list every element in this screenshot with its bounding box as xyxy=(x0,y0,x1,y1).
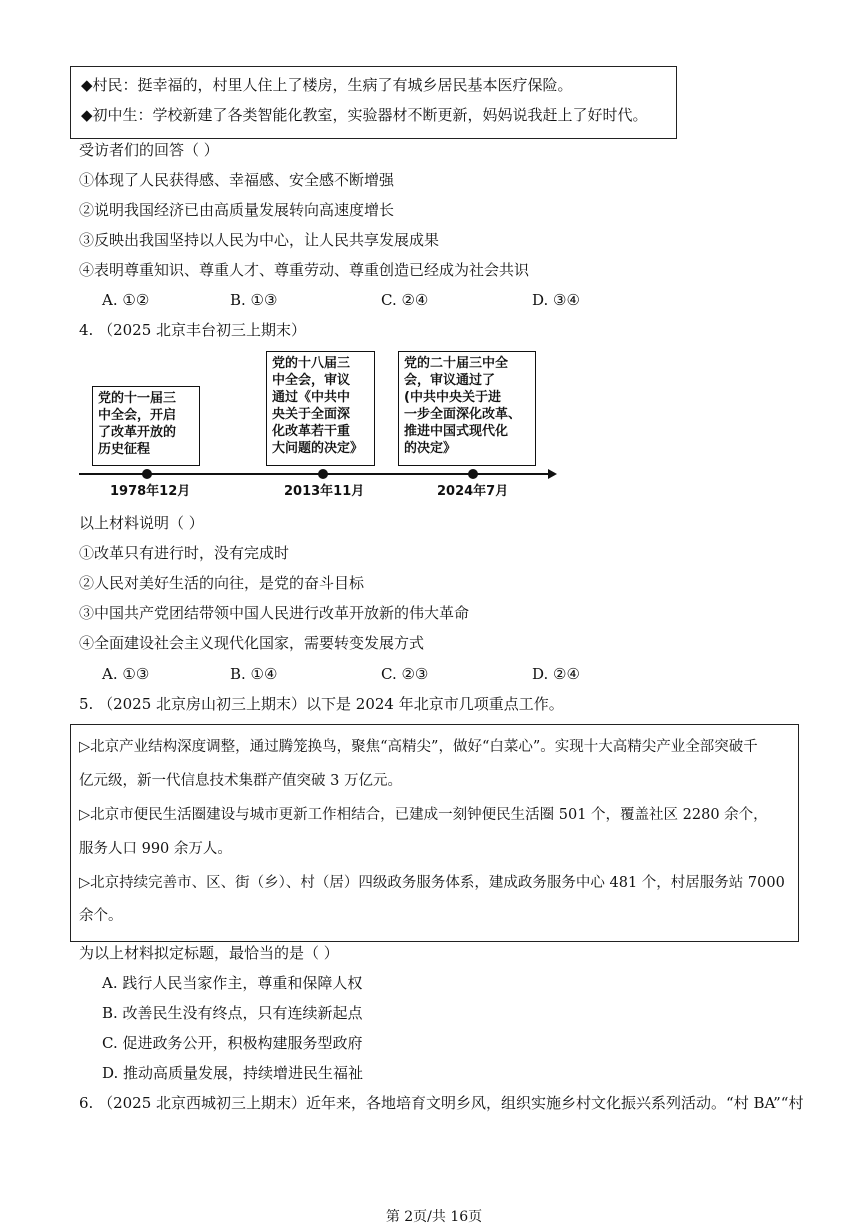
q6-header: 6. （2025 北京西城初三上期末）近年来，各地培育文明乡风，组织实施乡村文化振兴系列活动。“村 BA”“村 xyxy=(79,1094,804,1112)
q5-material-line: 余个。 xyxy=(79,908,123,924)
q5-option-b[interactable]: B. 改善民生没有终点，只有连续新起点 xyxy=(102,1004,363,1022)
timeline-date: 2013年11月 xyxy=(284,484,365,499)
q4-statement: ②人民对美好生活的向往，是党的奋斗目标 xyxy=(79,574,365,592)
q3-statement: ①体现了人民获得感、幸福感、安全感不断增强 xyxy=(79,171,395,189)
q3-option-d[interactable]: D. ③④ xyxy=(532,291,580,309)
timeline-axis xyxy=(0,0,868,500)
timeline-dot xyxy=(468,469,478,479)
q3-statement: ②说明我国经济已由高质量发展转向高速度增长 xyxy=(79,201,395,219)
q5-material-line: ▷北京产业结构深度调整，通过腾笼换鸟，聚焦“高精尖”，做好“白菜心”。实现十大高精尖产业全部突破千 xyxy=(79,739,758,755)
q3-quote-line: ◆村民：挺幸福的，村里人住上了楼房，生病了有城乡居民基本医疗保险。 xyxy=(81,76,573,94)
q5-material-line: 服务人口 990 余万人。 xyxy=(79,841,232,857)
timeline-date: 2024年7月 xyxy=(437,484,509,499)
q3-option-b[interactable]: B. ①③ xyxy=(230,291,278,309)
page-number-footer: 第 2页/共 16页 xyxy=(385,1209,483,1225)
timeline-dot xyxy=(142,469,152,479)
q5-option-a[interactable]: A. 践行人民当家作主，尊重和保障人权 xyxy=(102,974,363,992)
q4-option-d[interactable]: D. ②④ xyxy=(532,665,580,683)
q3-quote-line: ◆初中生：学校新建了各类智能化教室，实验器材不断更新，妈妈说我赶上了好时代。 xyxy=(81,106,648,124)
q5-option-d[interactable]: D. 推动高质量发展，持续增进民生福祉 xyxy=(102,1064,364,1082)
q3-statement: ④表明尊重知识、尊重人才、尊重劳动、尊重创造已经成为社会共识 xyxy=(79,261,530,279)
q5-material-line: 亿元级，新一代信息技术集群产值突破 3 万亿元。 xyxy=(79,773,402,789)
timeline-dot xyxy=(318,469,328,479)
timeline-event-box: 党的十一届三 中全会，开启 了改革开放的 历史征程 xyxy=(92,386,200,466)
q4-header: 4. （2025 北京丰台初三上期末） xyxy=(79,321,307,339)
q5-material-line: ▷北京持续完善市、区、街（乡）、村（居）四级政务服务体系，建成政务服务中心 481 个，村居服务站 7000 xyxy=(79,875,785,891)
q5-header: 5. （2025 北京房山初三上期末）以下是 2024 年北京市几项重点工作。 xyxy=(79,695,564,713)
timeline-arrow xyxy=(548,469,557,479)
q3-option-c[interactable]: C. ②④ xyxy=(381,291,429,309)
q3-statement: ③反映出我国坚持以人民为中心，让人民共享发展成果 xyxy=(79,231,440,249)
q4-statement: ③中国共产党团结带领中国人民进行改革开放新的伟大革命 xyxy=(79,604,470,622)
q5-material-line: ▷北京市便民生活圈建设与城市更新工作相结合，已建成一刻钟便民生活圈 501 个，覆盖社区 2280 余个， xyxy=(79,807,768,823)
q3-stem: 受访者们的回答（ ） xyxy=(79,141,219,159)
timeline-date: 1978年12月 xyxy=(110,484,191,499)
q5-option-c[interactable]: C. 促进政务公开，积极构建服务型政府 xyxy=(102,1034,363,1052)
q4-statement: ④全面建设社会主义现代化国家，需要转变发展方式 xyxy=(79,634,425,652)
q4-stem: 以上材料说明（ ） xyxy=(79,514,204,532)
timeline-event-box: 党的二十届三中全 会，审议通过了 (中共中央关于进 一步全面深化改革、 推进中国式现代化 的决定》 xyxy=(398,351,536,466)
q4-option-a[interactable]: A. ①③ xyxy=(102,665,150,683)
q4-option-c[interactable]: C. ②③ xyxy=(381,665,429,683)
q5-stem: 为以上材料拟定标题，最恰当的是（ ） xyxy=(79,944,339,962)
q4-options xyxy=(102,664,580,684)
timeline-event-box: 党的十八届三 中全会，审议 通过《中共中 央关于全面深 化改革若干重 大问题的决定》 xyxy=(266,351,375,466)
q5-material-box xyxy=(70,724,799,942)
q4-statement: ①改革只有进行时，没有完成时 xyxy=(79,544,290,562)
q3-option-a[interactable]: A. ①② xyxy=(102,291,150,309)
q4-option-b[interactable]: B. ①④ xyxy=(230,665,278,683)
